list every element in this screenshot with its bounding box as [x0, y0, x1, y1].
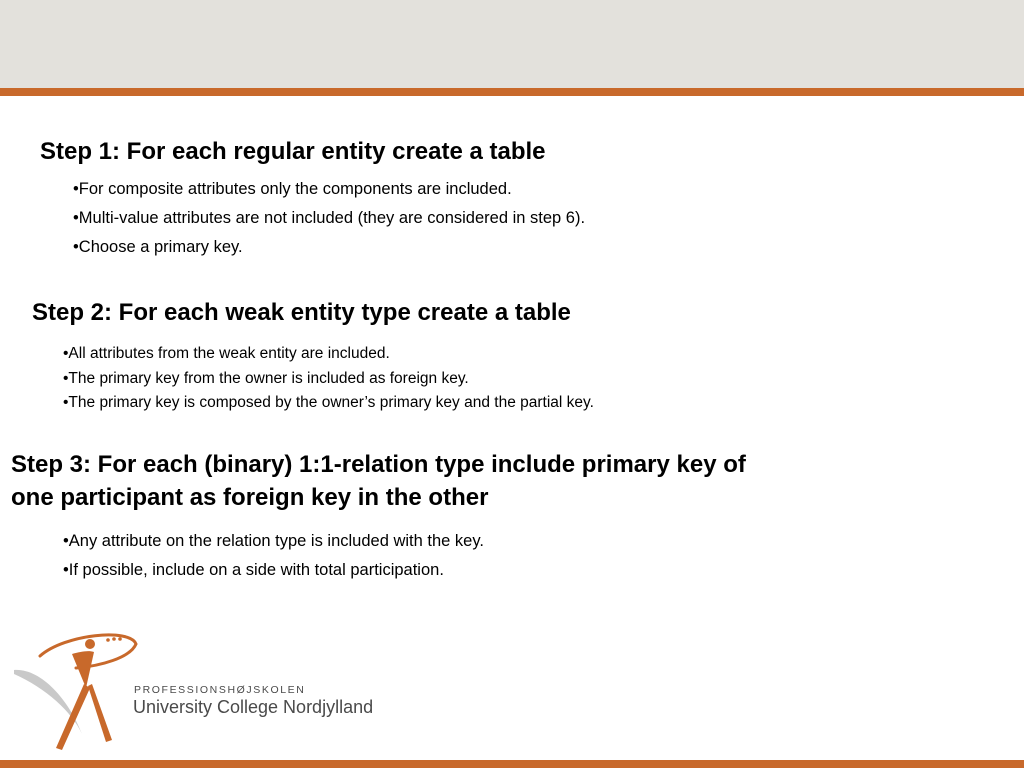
step2-bullet-1: •All attributes from the weak entity are included. — [63, 345, 390, 362]
step1-heading: Step 1: For each regular entity create a table — [40, 138, 546, 165]
header-divider — [0, 88, 1024, 96]
step1-bullet-1: •For composite attributes only the components are included. — [73, 180, 512, 198]
step1-bullet-2: •Multi-value attributes are not included (they are considered in step 6). — [73, 209, 586, 227]
step2-bullet-2: •The primary key from the owner is included as foreign key. — [63, 370, 469, 387]
logo-title: University College Nordjylland — [133, 697, 374, 717]
step2-heading: Step 2: For each weak entity type create a table — [32, 299, 571, 326]
step1-bullet-3: •Choose a primary key. — [73, 238, 243, 256]
footer-divider — [0, 760, 1024, 768]
step2-bullet-3: •The primary key is composed by the owner’s primary key and the partial key. — [63, 394, 594, 411]
step3-bullet-2: •If possible, include on a side with total participation. — [63, 561, 444, 579]
step3-bullet-1: •Any attribute on the relation type is included with the key. — [63, 532, 484, 550]
step3-heading-line2: one participant as foreign key in the other — [11, 484, 489, 511]
logo-subtitle: PROFESSIONSHØJSKOLEN — [134, 684, 306, 696]
step3-heading-line1: Step 3: For each (binary) 1:1-relation type include primary key of — [11, 451, 746, 478]
dancing-figure-logo-icon — [10, 628, 140, 754]
header-band — [0, 0, 1024, 88]
